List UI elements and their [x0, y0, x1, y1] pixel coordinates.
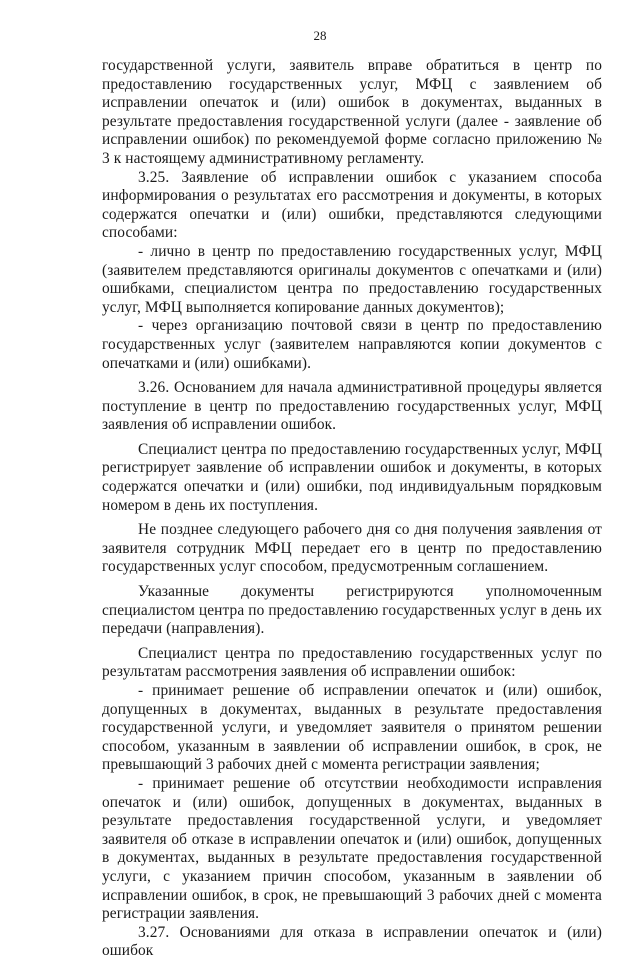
paragraph-registration: Специалист центра по предоставлению государственных услуг, МФЦ регистрирует заявление об исправлении ошибок и документы, в которых содержатся опечатки и (или) ошибки, под индивидуальным порядковым номером в день их поступления.	[102, 440, 602, 514]
paragraph-3-27: 3.27. Основаниями для отказа в исправлении опечаток и (или) ошибок	[102, 923, 602, 960]
paragraph-documents-registered: Указанные документы регистрируются уполномоченным специалистом центра по предоставлению государственных услуг в день их передачи (направления).	[102, 583, 602, 638]
paragraph-3-25: 3.25. Заявление об исправлении ошибок с указанием способа информирования о результатах его рассмотрения и документы, в которых содержатся опечатки и (или) ошибки, представляются следующими способами:	[102, 168, 602, 242]
paragraph-specialist-review: Специалист центра по предоставлению государственных услуг по результатам рассмотрения заявления об исправлении ошибок:	[102, 644, 602, 681]
list-item-refusal-decision: - принимает решение об отсутствии необходимости исправления опечаток и (или) ошибок, допущенных в документах, выданных в результате предоставления государственной услуги, и уведомляет заявителя об отказе в исправлении опечаток и (или) ошибок, допущенных в документах, выданных в результате предоставления государственной услуги, с указанием причин способом, указанным в заявлении об исправлении ошибок, в срок, не превышающий 3 рабочих дней с момента регистрации заявления.	[102, 774, 602, 923]
list-item-correction-decision: - принимает решение об исправлении опечаток и (или) ошибок, допущенных в документах, выданных в результате предоставления государственной услуги, и уведомляет заявителя о принятом решении способом, указанным в заявлении об исправлении ошибок, в срок, не превышающий 3 рабочих дней с момента регистрации заявления;	[102, 682, 602, 774]
document-body	[102, 57, 602, 961]
list-item-by-post: - через организацию почтовой связи в центр по предоставлению государственных услуг (заявителем направляются копии документов с опечатками и (или) ошибками).	[102, 317, 602, 372]
page-number: 28	[313, 28, 327, 43]
paragraph-3-26: 3.26. Основанием для начала административной процедуры является поступление в центр по предоставлению государственных услуг, МФЦ заявления об исправлении ошибок.	[102, 379, 602, 434]
paragraph-continuation: государственной услуги, заявитель вправе обратиться в центр по предоставлению государственных услуг, МФЦ с заявлением об исправлении опечаток и (или) ошибок в документах, выданных в результате предоставления государственной услуги (далее - заявление об исправлении ошибок) по рекомендуемой форме согласно приложению № 3 к настоящему административному регламенту.	[102, 57, 602, 167]
list-item-in-person: - лично в центр по предоставлению государственных услуг, МФЦ (заявителем представляются оригиналы документов с опечатками и (или) ошибками, специалистом центра по предоставлению государственных услуг, МФЦ выполняется копирование данных документов);	[102, 242, 602, 316]
paragraph-transfer: Не позднее следующего рабочего дня со дня получения заявления от заявителя сотрудник МФЦ передает его в центр по предоставлению государственных услуг способом, предусмотренным соглашением.	[102, 521, 602, 576]
